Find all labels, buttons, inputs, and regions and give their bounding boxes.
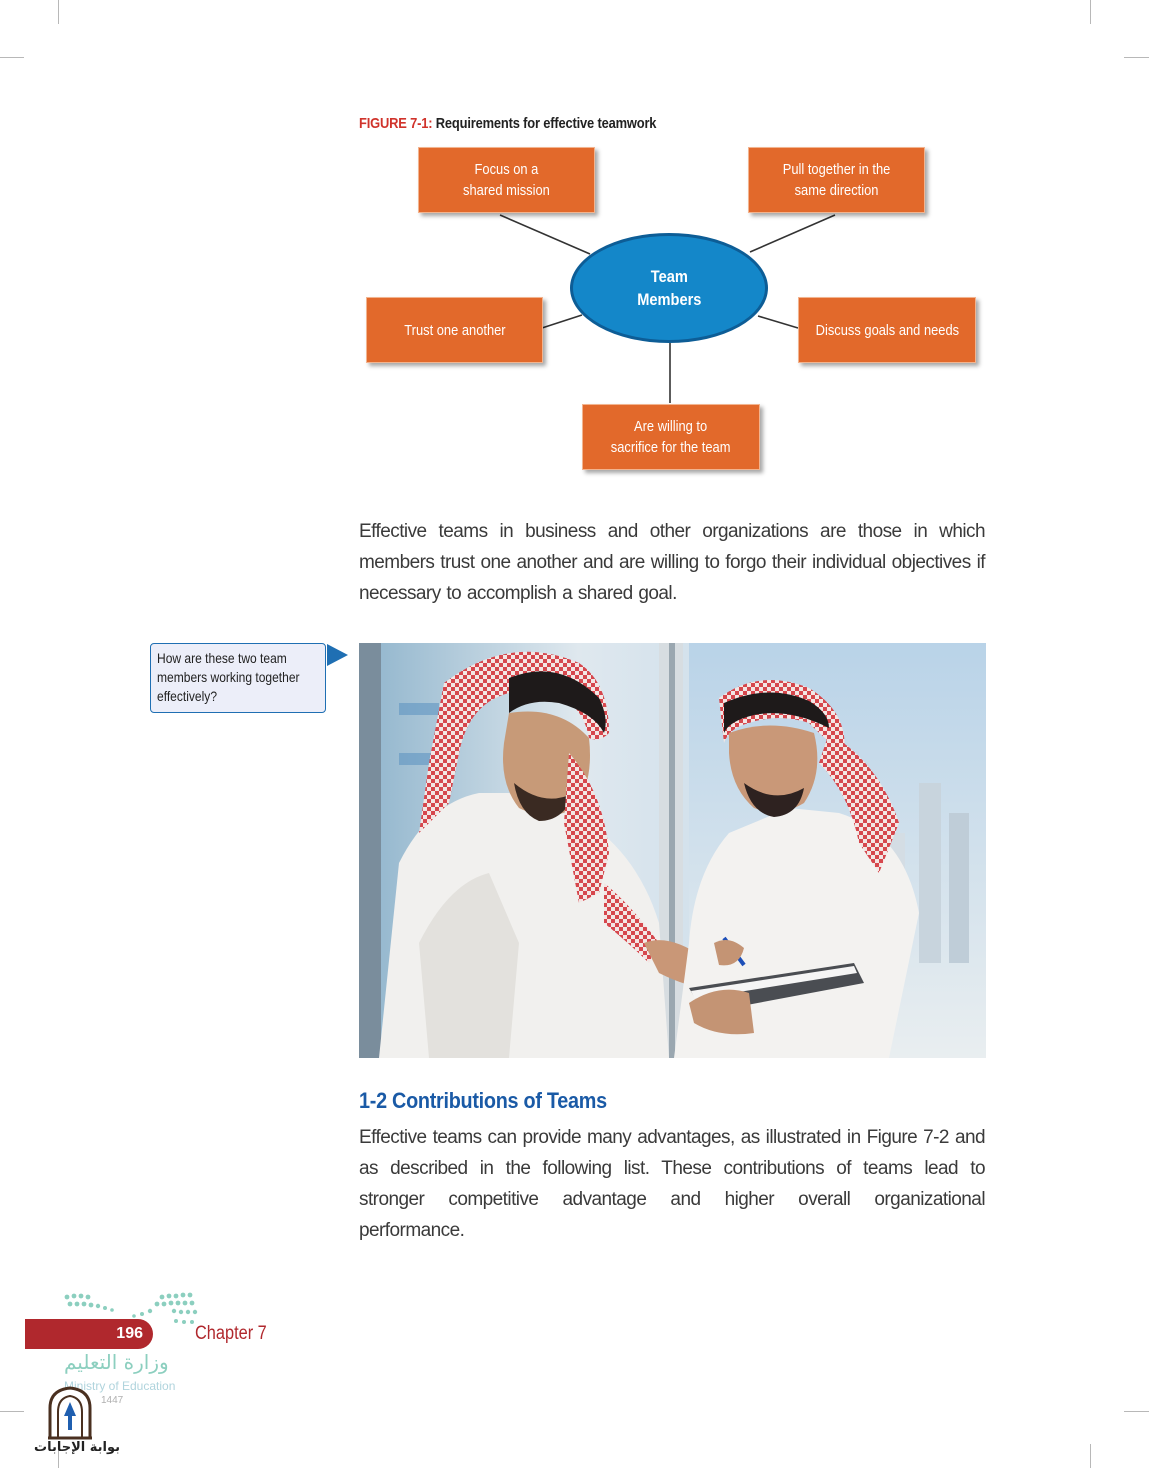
callout-text: How are these two team members working together effectively?	[157, 650, 300, 704]
page-number: 196	[116, 1325, 143, 1342]
crop-mark	[0, 1411, 24, 1412]
box-trust-one-another: Trust one another	[366, 297, 543, 363]
ministry-name-english: Ministry of Education	[64, 1379, 176, 1393]
crop-mark	[1124, 1411, 1149, 1412]
crop-mark	[1090, 1444, 1091, 1468]
teamwork-diagram	[350, 140, 990, 480]
figure-number: FIGURE 7-1:	[359, 115, 433, 132]
answers-portal-icon	[46, 1386, 94, 1440]
ministry-name-arabic: وزارة التعليم	[64, 1350, 169, 1374]
team-photo	[359, 643, 986, 1058]
page-number-tab	[25, 1319, 153, 1349]
crop-mark	[1090, 0, 1091, 24]
box-pull-together: Pull together in the same direction	[748, 147, 925, 213]
team-members-node: Team Members	[570, 233, 768, 343]
box-willing-to-sacrifice: Are willing to sacrifice for the team	[582, 404, 760, 470]
chapter-label: Chapter 7	[195, 1323, 267, 1344]
crop-mark	[58, 0, 59, 24]
box-focus-shared-mission: Focus on a shared mission	[418, 147, 595, 213]
box-discuss-goals: Discuss goals and needs	[798, 297, 976, 363]
crop-mark	[1124, 57, 1149, 58]
section-heading: 1-2 Contributions of Teams	[359, 1088, 607, 1113]
figure-caption	[359, 115, 656, 132]
crop-mark	[0, 57, 24, 58]
ministry-year: 1447	[101, 1395, 124, 1406]
answers-portal-label: بوابة الإجابات	[34, 1440, 120, 1455]
callout-pointer-icon	[327, 644, 348, 666]
figure-title: Requirements for effective teamwork	[432, 115, 657, 132]
photo-question-callout	[150, 643, 326, 713]
intro-paragraph: Effective teams in business and other organizations are those in which members trust one another and are willing to forgo their individual objectives if necessary to accomplish a shared goal.	[359, 521, 985, 604]
section-body: Effective teams can provide many advantages, as illustrated in Figure 7-2 and as described in the following list. These contributions of teams lead to stronger competitive advantage and higher overall organizational performance.	[359, 1127, 985, 1241]
